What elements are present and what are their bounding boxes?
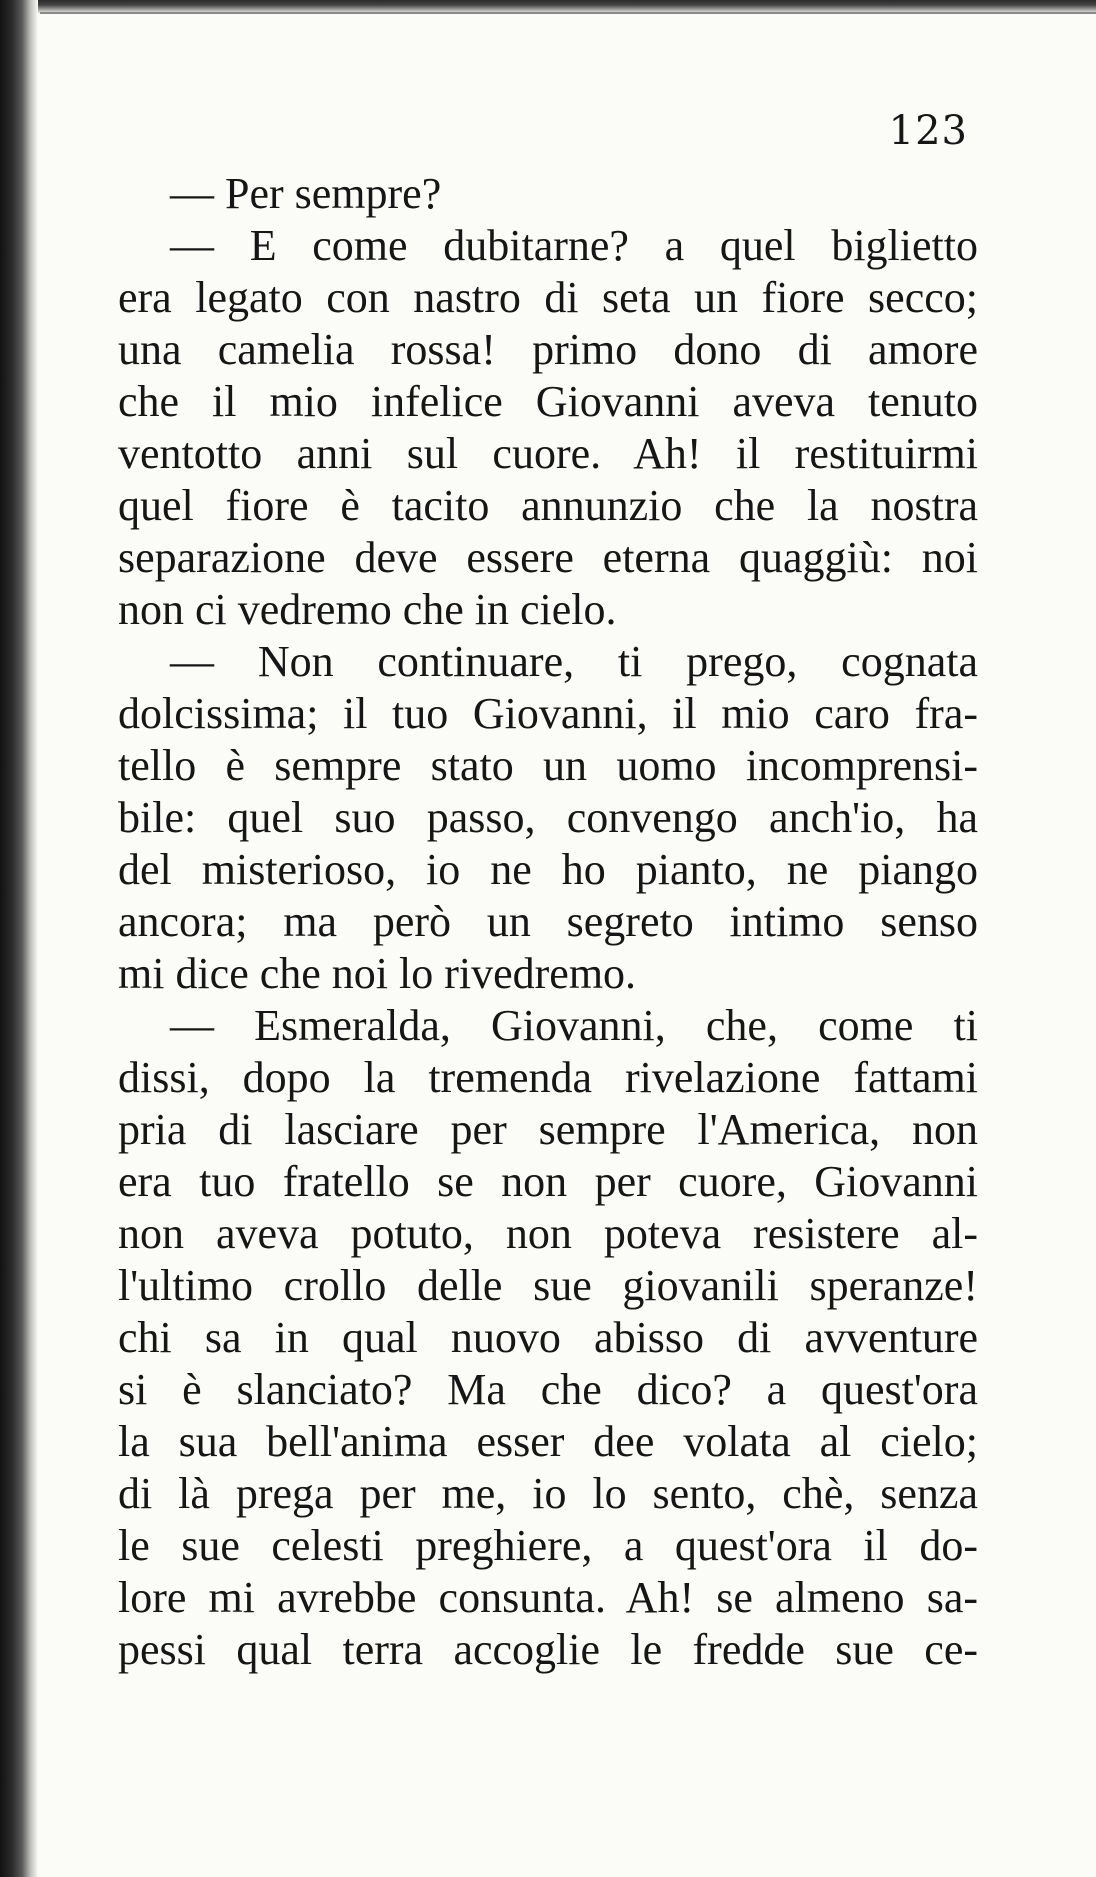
text-line: dissi, dopo la tremenda rivelazione fattami (118, 1053, 978, 1102)
text-line: del misterioso, io ne ho pianto, ne piango (118, 845, 978, 894)
text-line: ancora; ma però un segreto intimo senso (118, 897, 978, 946)
text-line: tello è sempre stato un uomo incomprensi- (118, 741, 978, 790)
text-line: l'ultimo crollo delle sue giovanili speranze! (118, 1261, 978, 1310)
text-line: quel fiore è tacito annunzio che la nostra (118, 481, 978, 530)
text-line: — E come dubitarne? a quel biglietto (170, 221, 978, 270)
text-line: bile: quel suo passo, convengo anch'io, ha (118, 793, 978, 842)
text-line: una camelia rossa! primo dono di amore (118, 325, 978, 374)
text-line: ventotto anni sul cuore. Ah! il restituirmi (118, 429, 978, 478)
text-line: dolcissima; il tuo Giovanni, il mio caro fra- (118, 689, 978, 738)
text-line: le sue celesti preghiere, a quest'ora il do- (118, 1521, 978, 1570)
text-line: di là prega per me, io lo sento, chè, senza (118, 1469, 978, 1518)
text-line: — Esmeralda, Giovanni, che, come ti (170, 1001, 978, 1050)
text-line: non aveva potuto, non poteva resistere al- (118, 1209, 978, 1258)
text-line: la sua bell'anima esser dee volata al cielo; (118, 1417, 978, 1466)
body-text (118, 168, 978, 1676)
text-line: separazione deve essere eterna quaggiù: noi (118, 533, 978, 582)
page-number: 123 (888, 108, 968, 154)
text-line: — Non continuare, ti prego, cognata (170, 637, 978, 686)
text-line: chi sa in qual nuovo abisso di avventure (118, 1313, 978, 1362)
text-line: mi dice che noi lo rivedremo. (118, 949, 637, 998)
page-top-edge (0, 0, 1096, 22)
text-line: che il mio infelice Giovanni aveva tenuto (118, 377, 978, 426)
text-line: pria di lasciare per sempre l'America, non (118, 1105, 978, 1154)
text-line: era legato con nastro di seta un fiore secco; (118, 273, 978, 322)
text-line: — Per sempre? (170, 169, 442, 218)
text-line: lore mi avrebbe consunta. Ah! se almeno sa- (118, 1573, 978, 1622)
text-line: pessi qual terra accoglie le fredde sue ce- (118, 1625, 978, 1674)
text-line: era tuo fratello se non per cuore, Giovanni (118, 1157, 978, 1206)
text-line: non ci vedremo che in cielo. (118, 585, 617, 634)
page-binding-edge (0, 0, 38, 1877)
text-line: si è slanciato? Ma che dico? a quest'ora (118, 1365, 978, 1414)
